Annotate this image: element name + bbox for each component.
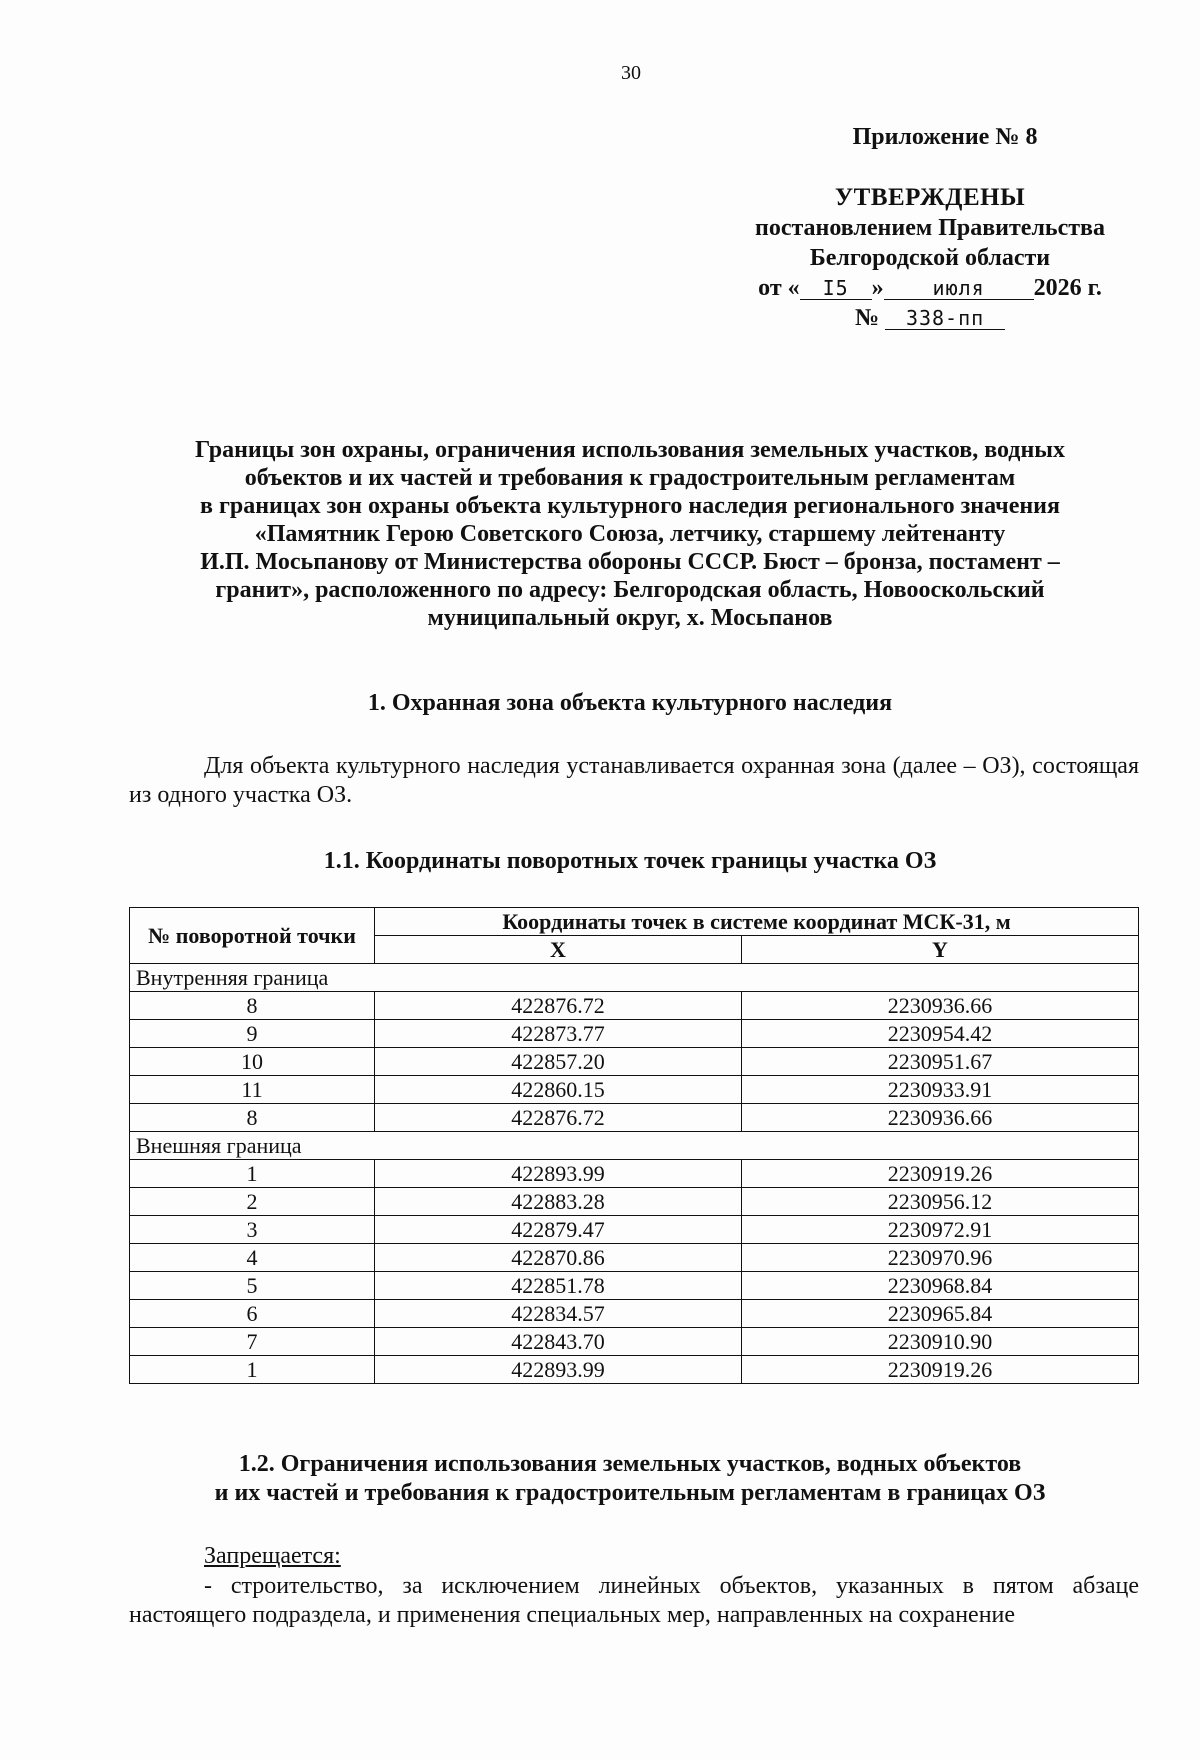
section-1-2-heading-line: 1.2. Ограничения использования земельных участков, водных объектов: [238, 1451, 1022, 1477]
cell-y: 2230970.96: [742, 1244, 1139, 1272]
table-row: [130, 1020, 1139, 1048]
cell-point: 1: [130, 1160, 375, 1188]
cell-y: 2230968.84: [742, 1272, 1139, 1300]
cell-y: 2230919.26: [742, 1356, 1139, 1384]
section-1-1-heading: 1.1. Координаты поворотных точек границы участка ОЗ: [323, 848, 937, 874]
cell-x: 422870.86: [375, 1244, 742, 1272]
title-line: Границы зон охраны, ограничения использования земельных участков, водных: [194, 437, 1066, 463]
title-line: гранит», расположенного по адресу: Белгородская область, Новооскольский: [215, 577, 1045, 604]
table-row: [130, 1188, 1139, 1216]
table-row: [130, 1160, 1139, 1188]
appendix-number: Приложение № 8: [852, 124, 1038, 150]
section-1-2-heading: [100, 1450, 1160, 1508]
group-label: Внешняя граница: [130, 1132, 1139, 1160]
cell-point: 1: [130, 1356, 375, 1384]
table-row: [130, 1216, 1139, 1244]
table-row: [130, 1300, 1139, 1328]
approval-number-line: [700, 303, 1160, 333]
table-group-row: [130, 964, 1139, 992]
cell-x: 422834.57: [375, 1300, 742, 1328]
group-label: Внутренняя граница: [130, 964, 1139, 992]
cell-point: 4: [130, 1244, 375, 1272]
table-row: [130, 1076, 1139, 1104]
document-title: [110, 436, 1150, 633]
cell-y: 2230954.42: [742, 1020, 1139, 1048]
title-line: И.П. Мосьпанову от Министерства обороны СССР. Бюст – бронза, постамент –: [200, 549, 1060, 576]
prohibition-item-1: - строительство, за исключением линейных объектов, указанных в пятом абзаце настоящего подраздела, и применения специальных мер, направленных на сохранение: [129, 1573, 1139, 1629]
table-row: [130, 1244, 1139, 1272]
table-group-row: [130, 1132, 1139, 1160]
approved-heading: УТВЕРЖДЕНЫ: [834, 184, 1026, 211]
section-1-2-heading-line: и их частей и требования к градостроительным регламентам в границах ОЗ: [214, 1479, 1046, 1506]
cell-point: 11: [130, 1076, 375, 1104]
table-row: [130, 1328, 1139, 1356]
coordinates-table: [129, 907, 1139, 1384]
approval-block: [700, 122, 1160, 333]
page-number: 30: [621, 62, 641, 84]
cell-x: 422860.15: [375, 1076, 742, 1104]
cell-x: 422879.47: [375, 1216, 742, 1244]
cell-point: 9: [130, 1020, 375, 1048]
table-row: [130, 1356, 1139, 1384]
cell-y: 2230919.26: [742, 1160, 1139, 1188]
header-coordinates: Координаты точек в системе координат МСК-31, м: [375, 908, 1139, 936]
cell-x: 422876.72: [375, 1104, 742, 1132]
table-row: [130, 992, 1139, 1020]
table-row: [130, 1048, 1139, 1076]
number-prefix: №: [854, 305, 880, 332]
cell-x: 422873.77: [375, 1020, 742, 1048]
cell-point: 10: [130, 1048, 375, 1076]
date-mid: »: [871, 275, 884, 302]
section-1-paragraph: Для объекта культурного наследия устанавливается охранная зона (далее – ОЗ), состоящая из одного участка ОЗ.: [129, 753, 1139, 809]
cell-y: 2230956.12: [742, 1188, 1139, 1216]
approval-line-2: Белгородской области: [809, 245, 1051, 272]
date-month: июля: [884, 278, 1034, 300]
title-line: в границах зон охраны объекта культурного наследия регионального значения: [199, 493, 1060, 520]
cell-x: 422893.99: [375, 1356, 742, 1384]
table-row: [130, 1104, 1139, 1132]
header-y: Y: [742, 936, 1139, 964]
cell-point: 7: [130, 1328, 375, 1356]
date-day: I5: [800, 278, 872, 300]
cell-x: 422893.99: [375, 1160, 742, 1188]
cell-y: 2230965.84: [742, 1300, 1139, 1328]
cell-x: 422857.20: [375, 1048, 742, 1076]
title-line: «Памятник Герою Советского Союза, летчику, старшему лейтенанту: [254, 521, 1006, 548]
cell-y: 2230972.91: [742, 1216, 1139, 1244]
title-line: объектов и их частей и требования к градостроительным регламентам: [244, 465, 1016, 492]
prohibited-label-line: [129, 1542, 1139, 1571]
date-year: 2026 г.: [1033, 275, 1102, 302]
cell-point: 2: [130, 1188, 375, 1216]
cell-x: 422876.72: [375, 992, 742, 1020]
cell-x: 422883.28: [375, 1188, 742, 1216]
cell-point: 3: [130, 1216, 375, 1244]
header-point-number: № поворотной точки: [130, 908, 375, 964]
cell-y: 2230951.67: [742, 1048, 1139, 1076]
cell-x: 422851.78: [375, 1272, 742, 1300]
section-1-heading: 1. Охранная зона объекта культурного наследия: [367, 690, 893, 716]
title-line: муниципальный округ, х. Мосьпанов: [427, 605, 833, 632]
date-prefix: от «: [758, 275, 800, 302]
cell-x: 422843.70: [375, 1328, 742, 1356]
cell-point: 8: [130, 1104, 375, 1132]
cell-y: 2230936.66: [742, 1104, 1139, 1132]
cell-point: 8: [130, 992, 375, 1020]
approval-line-1: постановлением Правительства: [754, 215, 1105, 242]
header-x: X: [375, 936, 742, 964]
cell-y: 2230910.90: [742, 1328, 1139, 1356]
cell-y: 2230936.66: [742, 992, 1139, 1020]
table-row: [130, 1272, 1139, 1300]
prohibited-label: Запрещается:: [204, 1543, 341, 1569]
cell-point: 6: [130, 1300, 375, 1328]
approval-date-line: [700, 273, 1160, 303]
approval-number: 338-пп: [885, 308, 1005, 330]
cell-y: 2230933.91: [742, 1076, 1139, 1104]
cell-point: 5: [130, 1272, 375, 1300]
